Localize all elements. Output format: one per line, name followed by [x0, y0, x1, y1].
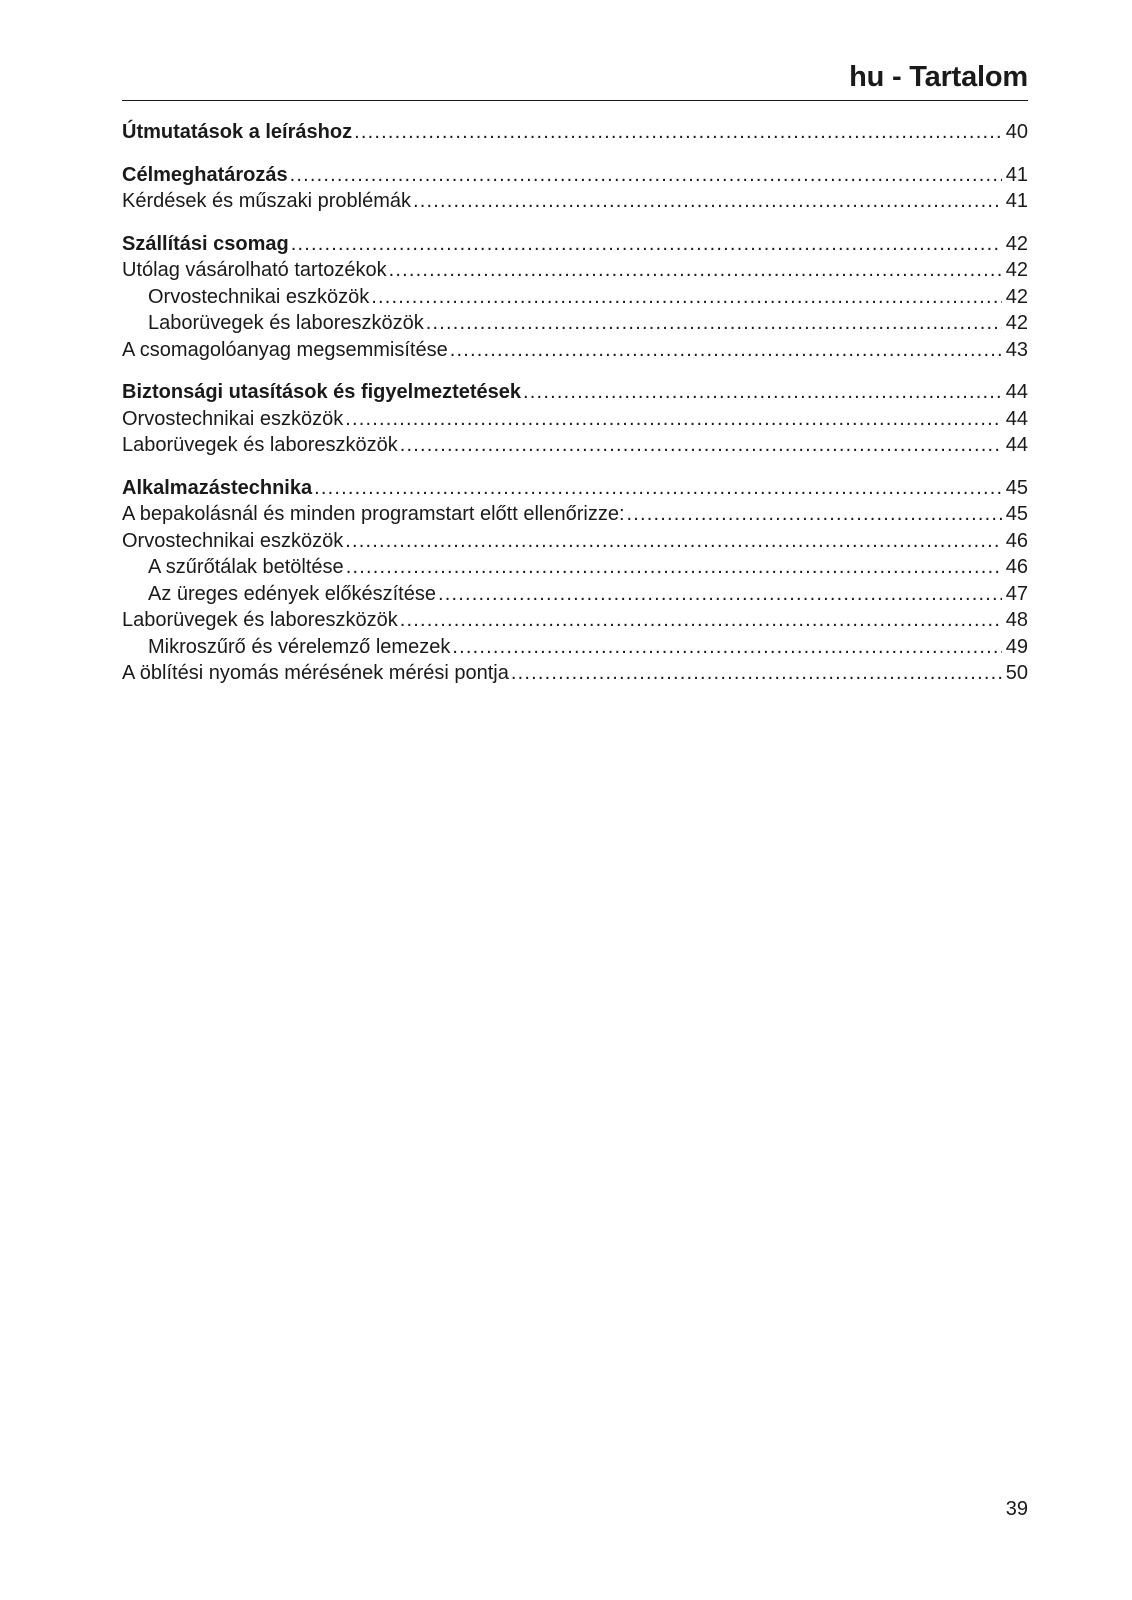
toc-dot-leader — [627, 501, 1003, 528]
toc-entry-page: 49 — [1005, 635, 1028, 658]
toc-entry-label: Célmeghatározás — [122, 163, 288, 186]
toc-dot-leader — [438, 581, 1002, 608]
page-header — [122, 56, 1028, 101]
toc-dot-leader — [452, 634, 1002, 661]
toc-entry[interactable] — [122, 406, 1028, 433]
toc-entry[interactable] — [122, 188, 1028, 215]
toc-entry[interactable] — [122, 554, 1028, 581]
toc-chapter-entry[interactable] — [122, 475, 1028, 502]
toc-dot-leader — [291, 231, 1002, 258]
toc-entry-page: 44 — [1005, 434, 1028, 456]
toc-chapter-entry[interactable] — [122, 231, 1028, 258]
toc-entry-page: 46 — [1005, 556, 1028, 578]
toc-entry-label: Orvostechnikai eszközök — [148, 285, 370, 308]
toc-entry[interactable] — [122, 310, 1028, 337]
toc-section — [122, 162, 1028, 215]
toc-entry-label: Az üreges edények előkészítése — [148, 582, 436, 605]
toc-entry-label: Utólag vásárolható tartozékok — [122, 259, 387, 281]
toc-entry[interactable] — [122, 284, 1028, 311]
toc-dot-leader — [354, 119, 1002, 146]
toc-dot-leader — [345, 406, 1002, 433]
toc-dot-leader — [346, 554, 1002, 581]
toc-chapter-entry[interactable] — [122, 162, 1028, 189]
toc-entry-page: 43 — [1005, 338, 1028, 361]
toc-dot-leader — [314, 475, 1002, 502]
toc-entry-label: A szűrőtálak betöltése — [148, 556, 344, 578]
toc-entry-page: 45 — [1005, 503, 1028, 525]
toc-entry-page: 42 — [1005, 232, 1028, 255]
toc-entry-label: A bepakolásnál és minden programstart előtt ellenőrizze: — [122, 503, 625, 525]
toc-dot-leader — [290, 162, 1002, 189]
toc-entry-label: A csomagolóanyag megsemmisítése — [122, 338, 448, 361]
toc-dot-leader — [413, 188, 1002, 215]
toc-entry-label: Biztonsági utasítások és figyelmeztetések — [122, 381, 522, 403]
toc-dot-leader — [511, 660, 1002, 687]
toc-entry-page: 50 — [1005, 662, 1028, 684]
toc-entry[interactable] — [122, 660, 1028, 687]
toc-dot-leader — [523, 379, 1002, 406]
toc-entry[interactable] — [122, 528, 1028, 555]
toc-entry-label: Orvostechnikai eszközök — [122, 407, 344, 430]
page-number: 39 — [1005, 1498, 1028, 1520]
toc-section — [122, 379, 1028, 459]
toc-entry-page: 44 — [1005, 381, 1028, 403]
toc-entry[interactable] — [122, 257, 1028, 284]
toc-entry-page: 45 — [1005, 476, 1028, 499]
toc-section — [122, 475, 1028, 687]
toc-entry[interactable] — [122, 581, 1028, 608]
toc-entry-label: Laborüvegek és laboreszközök — [122, 434, 398, 456]
toc-chapter-entry[interactable] — [122, 379, 1028, 406]
toc-entry-label: Orvostechnikai eszközök — [122, 529, 344, 552]
toc-entry[interactable] — [122, 432, 1028, 459]
toc-entry-page: 47 — [1005, 582, 1028, 605]
toc-entry-label: Laborüvegek és laboreszközök — [148, 312, 424, 334]
toc-dot-leader — [371, 284, 1002, 311]
toc-entry-label: A öblítési nyomás mérésének mérési pontja — [122, 662, 509, 684]
toc-dot-leader — [400, 432, 1002, 459]
toc-entry[interactable] — [122, 634, 1028, 661]
toc-entry-page: 42 — [1005, 285, 1028, 308]
toc-entry-label: Útmutatások a leíráshoz — [122, 121, 353, 143]
toc-section — [122, 119, 1028, 146]
toc-entry[interactable] — [122, 607, 1028, 634]
toc-entry-page: 40 — [1005, 121, 1028, 143]
toc-entry-label: Laborüvegek és laboreszközök — [122, 609, 398, 631]
toc-entry-page: 46 — [1005, 529, 1028, 552]
toc-dot-leader — [389, 257, 1002, 284]
table-of-contents — [122, 119, 1028, 703]
toc-entry-page: 48 — [1005, 609, 1028, 631]
toc-chapter-entry[interactable] — [122, 119, 1028, 146]
page-title: hu - Tartalom — [849, 61, 1028, 93]
toc-entry-label: Alkalmazástechnika — [122, 476, 313, 499]
toc-entry-label: Mikroszűrő és vérelemző lemezek — [148, 635, 451, 658]
toc-dot-leader — [426, 310, 1002, 337]
toc-entry-page: 41 — [1005, 190, 1028, 212]
toc-entry-page: 42 — [1005, 312, 1028, 334]
toc-dot-leader — [450, 337, 1002, 364]
toc-entry-page: 42 — [1005, 259, 1028, 281]
toc-dot-leader — [400, 607, 1002, 634]
toc-entry[interactable] — [122, 501, 1028, 528]
toc-section — [122, 231, 1028, 364]
toc-entry-page: 44 — [1005, 407, 1028, 430]
toc-entry-label: Szállítási csomag — [122, 232, 289, 255]
toc-entry-label: Kérdések és műszaki problémák — [122, 190, 412, 212]
toc-entry-page: 41 — [1005, 163, 1028, 186]
toc-dot-leader — [345, 528, 1002, 555]
toc-entry[interactable] — [122, 337, 1028, 364]
